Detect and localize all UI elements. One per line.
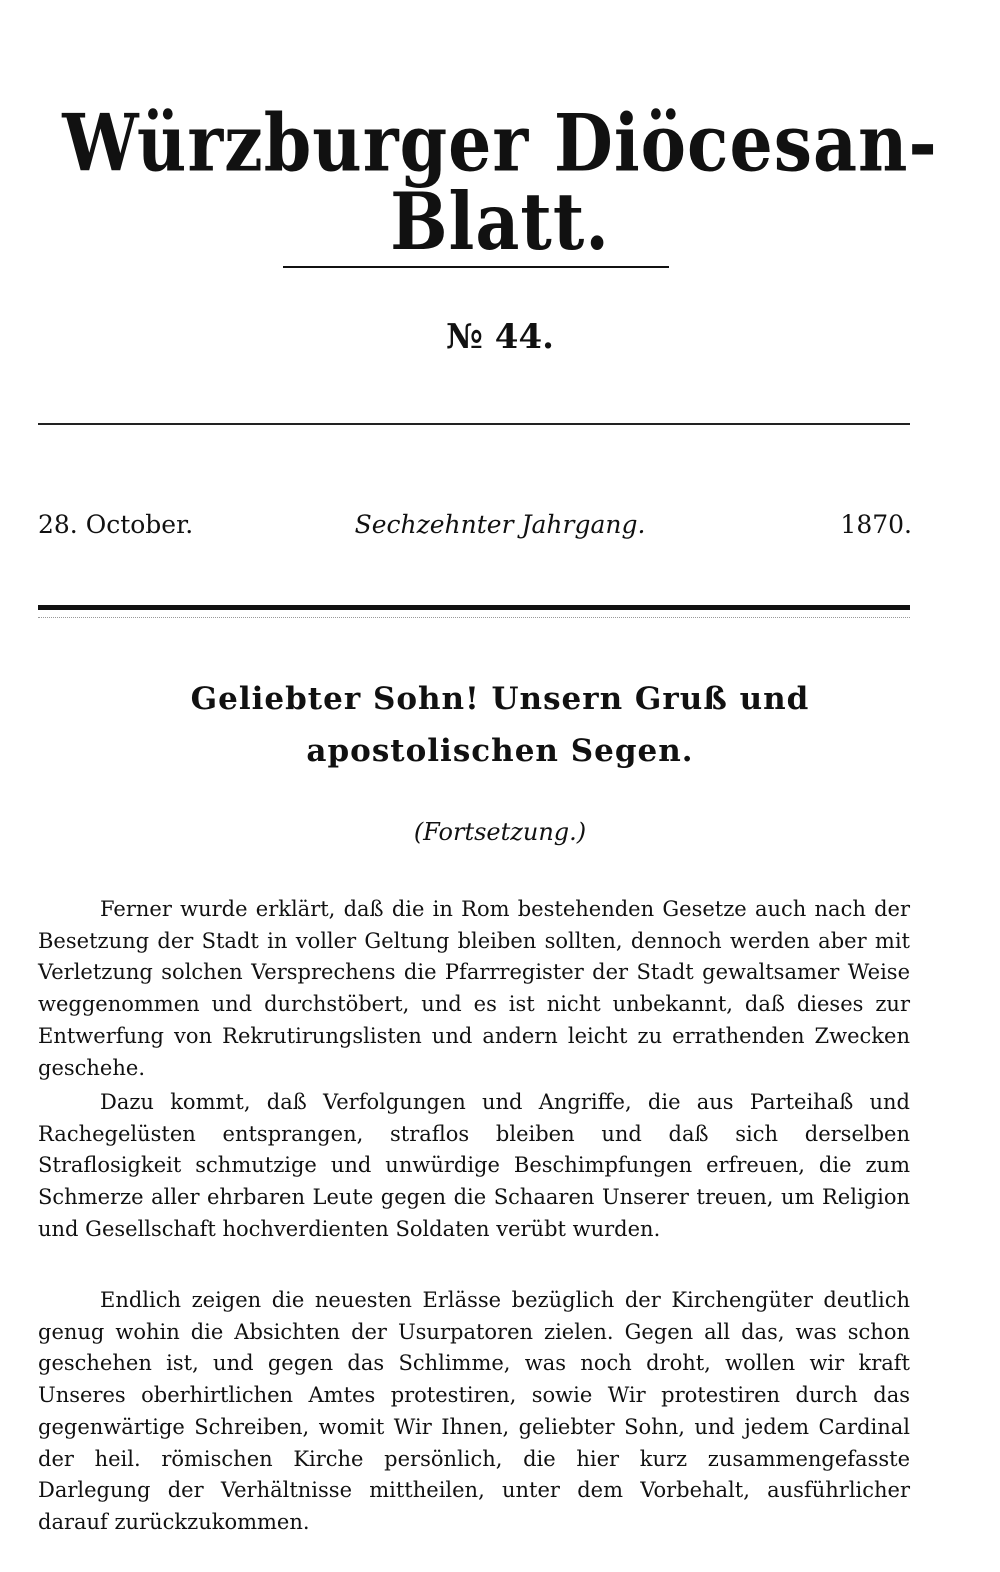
paragraph: Ferner wurde erklärt, daß die in Rom bestehenden Gesetze auch nach der Besetzung der Stadt in voller Geltung bleiben sollten, dennoch werden aber mit Verletzung solchen Versprechens die Pfarrregister der Stadt gewaltsamer Weise weggenommen und durchstöbert, und es ist nicht unbekannt, daß dieses zur Entwerfung von Rekrutirungslisten und andern leicht zu errathenden Zwecken geschehe. bbox=[38, 897, 910, 1080]
issue-year: 1870. bbox=[840, 510, 912, 539]
article-heading: Geliebter Sohn! Unsern Gruß und apostolischen Segen. bbox=[190, 681, 810, 769]
issue-number: № 44. bbox=[446, 317, 554, 357]
issue-date: 28. October. bbox=[38, 510, 194, 539]
masthead-divider bbox=[283, 266, 669, 268]
header-rule bbox=[38, 605, 910, 610]
paragraph: Dazu kommt, daß Verfolgungen und Angriffe, die aus Parteihaß und Rachegelüsten entsprangen, straflos bleiben und daß sich derselben Straflosigkeit schmutzige und unwürdige Beschimpfungen erfreuen, die zum Schmerze aller ehrbaren Leute gegen die Schaaren Unserer treuen, um Religion und Gesellschaft hochverdienten Soldaten verübt wurden. bbox=[38, 1090, 910, 1241]
volume-label: Sechzehnter Jahrgang. bbox=[354, 510, 646, 539]
paragraph: Endlich zeigen die neuesten Erlässe bezüglich der Kirchengüter deutlich genug wohin die Absichten der Usurpatoren zielen. Gegen all das, was schon geschehen ist, und gegen das Schlimme, was noch droht, wollen wir kraft Unseres oberhirtlichen Amtes protestiren, sowie Wir protestiren durch das gegenwärtige Schreiben, womit Wir Ihnen, geliebter Sohn, und jedem Cardinal der heil. römischen Kirche persönlich, die hier kurz zusammengefasste Darlegung der Verhältnisse mittheilen, unter dem Vorbehalt, ausführlicher darauf zurückzukommen. bbox=[38, 1288, 910, 1534]
continuation-note: (Fortsetzung.) bbox=[413, 818, 587, 846]
header-rule-dotted bbox=[38, 617, 910, 618]
issue-divider bbox=[38, 423, 910, 425]
masthead-title: Würzburger Diöcesan-Blatt. bbox=[62, 98, 938, 269]
